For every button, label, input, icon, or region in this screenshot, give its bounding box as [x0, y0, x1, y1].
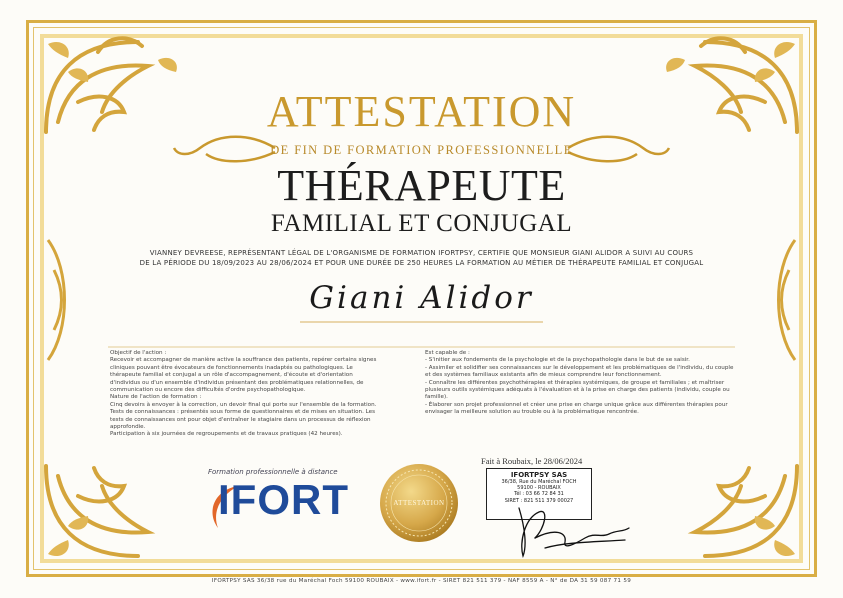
name-underline	[300, 320, 543, 324]
ornament-bottom-left-icon	[38, 446, 188, 566]
ifort-logo	[204, 468, 364, 538]
certificate-title: ATTESTATION	[266, 87, 577, 136]
skills-heading: Est capable de :	[425, 350, 470, 356]
stamp-line: 36/38, Rue du Maréchal FOCH	[501, 479, 577, 485]
recipient-name: Giani Alidor	[309, 280, 534, 316]
profession-subtitle: FAMILIAL ET CONJUGAL	[270, 210, 573, 237]
logo-tagline: Formation professionnelle à distance	[208, 468, 338, 476]
stamp-company-name: IFORTPSY SAS	[510, 471, 568, 479]
handwritten-signature-icon	[505, 498, 635, 560]
logo-brand: IFORT	[218, 476, 349, 523]
certificate-subtitle: DE FIN DE FORMATION PROFESSIONNELLE	[270, 143, 573, 157]
skill-item: - S'initier aux fondements de la psychologie et de la psychopathologie dans le but de se saisir.	[425, 357, 690, 364]
skill-item: - Assimiler et solidifier ses connaissances sur le développement et les problématiques de l'individu, du couple et des systèmes familiaux existants afin de mieux comprendre leur fonctionnement.	[425, 364, 734, 379]
stamp-line: 59100 - ROUBAIX	[517, 485, 561, 492]
nature-text: Cinq devoirs à envoyer à la correction, un devoir final qui porte sur l'ensemble de la formation. Tests de connaissances : présentés sous forme de questionnaires et de mises en situation. Les tests de connaissances ont pour objet d'entraîner le stagiaire dans un processus de réflexion approfondie.	[110, 401, 377, 431]
statement-line-1: VIANNEY DEVREESE, REPRÉSENTANT LÉGAL DE L'ORGANISME DE FORMATION IFORTPSY, CERTIFIE QUE MONSIEUR GIANI ALIDOR A SUIVI AU COURS	[149, 249, 694, 257]
footer-legal-info: IFORTPSY SAS 36/38 rue du Maréchal Foch 59100 ROUBAIX - www.ifort.fr - SIRET 821 511 379 - NAF 8559 A - N° de DA 31 59 087 71 59	[211, 578, 632, 584]
nature-heading: Nature de l'action de formation :	[110, 394, 202, 401]
objective-text: Recevoir et accompagner de manière active la souffrance des patients, repérer certains signes cliniques pouvant être évocateurs de fonctionnements inadaptés ou pathologiques. Le thérapeute familial et conjugal a un rôle d'accompagnement, d'écoute et d'orientation d'individus ou d'un ensemble d'individus présentant des problématiques relationnelles, de communication ou encore des difficultés d'ordre psychopathologique.	[110, 357, 377, 394]
right-column	[425, 350, 735, 417]
objective-heading: Objectif de l'action :	[110, 350, 167, 356]
participation-text: Participation à six journées de regroupements et de travaux pratiques (42 heures).	[110, 431, 343, 438]
place-and-date: Fait à Roubaix, le 28/06/2024	[481, 456, 583, 466]
left-column	[110, 350, 382, 439]
seal-label: ATTESTATION	[393, 499, 445, 507]
profession-title: THÉRAPEUTE	[277, 161, 566, 210]
stamp-line: SIRET : 821 511 379 00027	[504, 497, 574, 504]
skill-item: - Élaborer son projet professionnel et créer une prise en charge unique grâce aux différentes thérapies pour envisager la meilleure solution au trouble ou à la problématique rencontrée.	[425, 401, 728, 416]
divider-line	[108, 345, 735, 349]
statement-line-2: DE LA PÉRIODE DU 18/09/2023 AU 28/06/2024 ET POUR UNE DURÉE DE 250 HEURES LA FORMATION AU MÉTIER DE THÉRAPEUTE FAMILIAL ET CONJUGAL	[139, 259, 704, 267]
skill-item: - Connaître les différentes psychothérapies et thérapies systémiques, de groupe et familiales ; et maîtriser plusieurs outils systémiques adéquats à l'évaluation et à la prise en charge des patients (individu, couple ou famille).	[425, 379, 730, 401]
ornament-bottom-right-icon	[655, 446, 805, 566]
stamp-line: Tél : 03 66 72 84 31	[514, 491, 564, 498]
